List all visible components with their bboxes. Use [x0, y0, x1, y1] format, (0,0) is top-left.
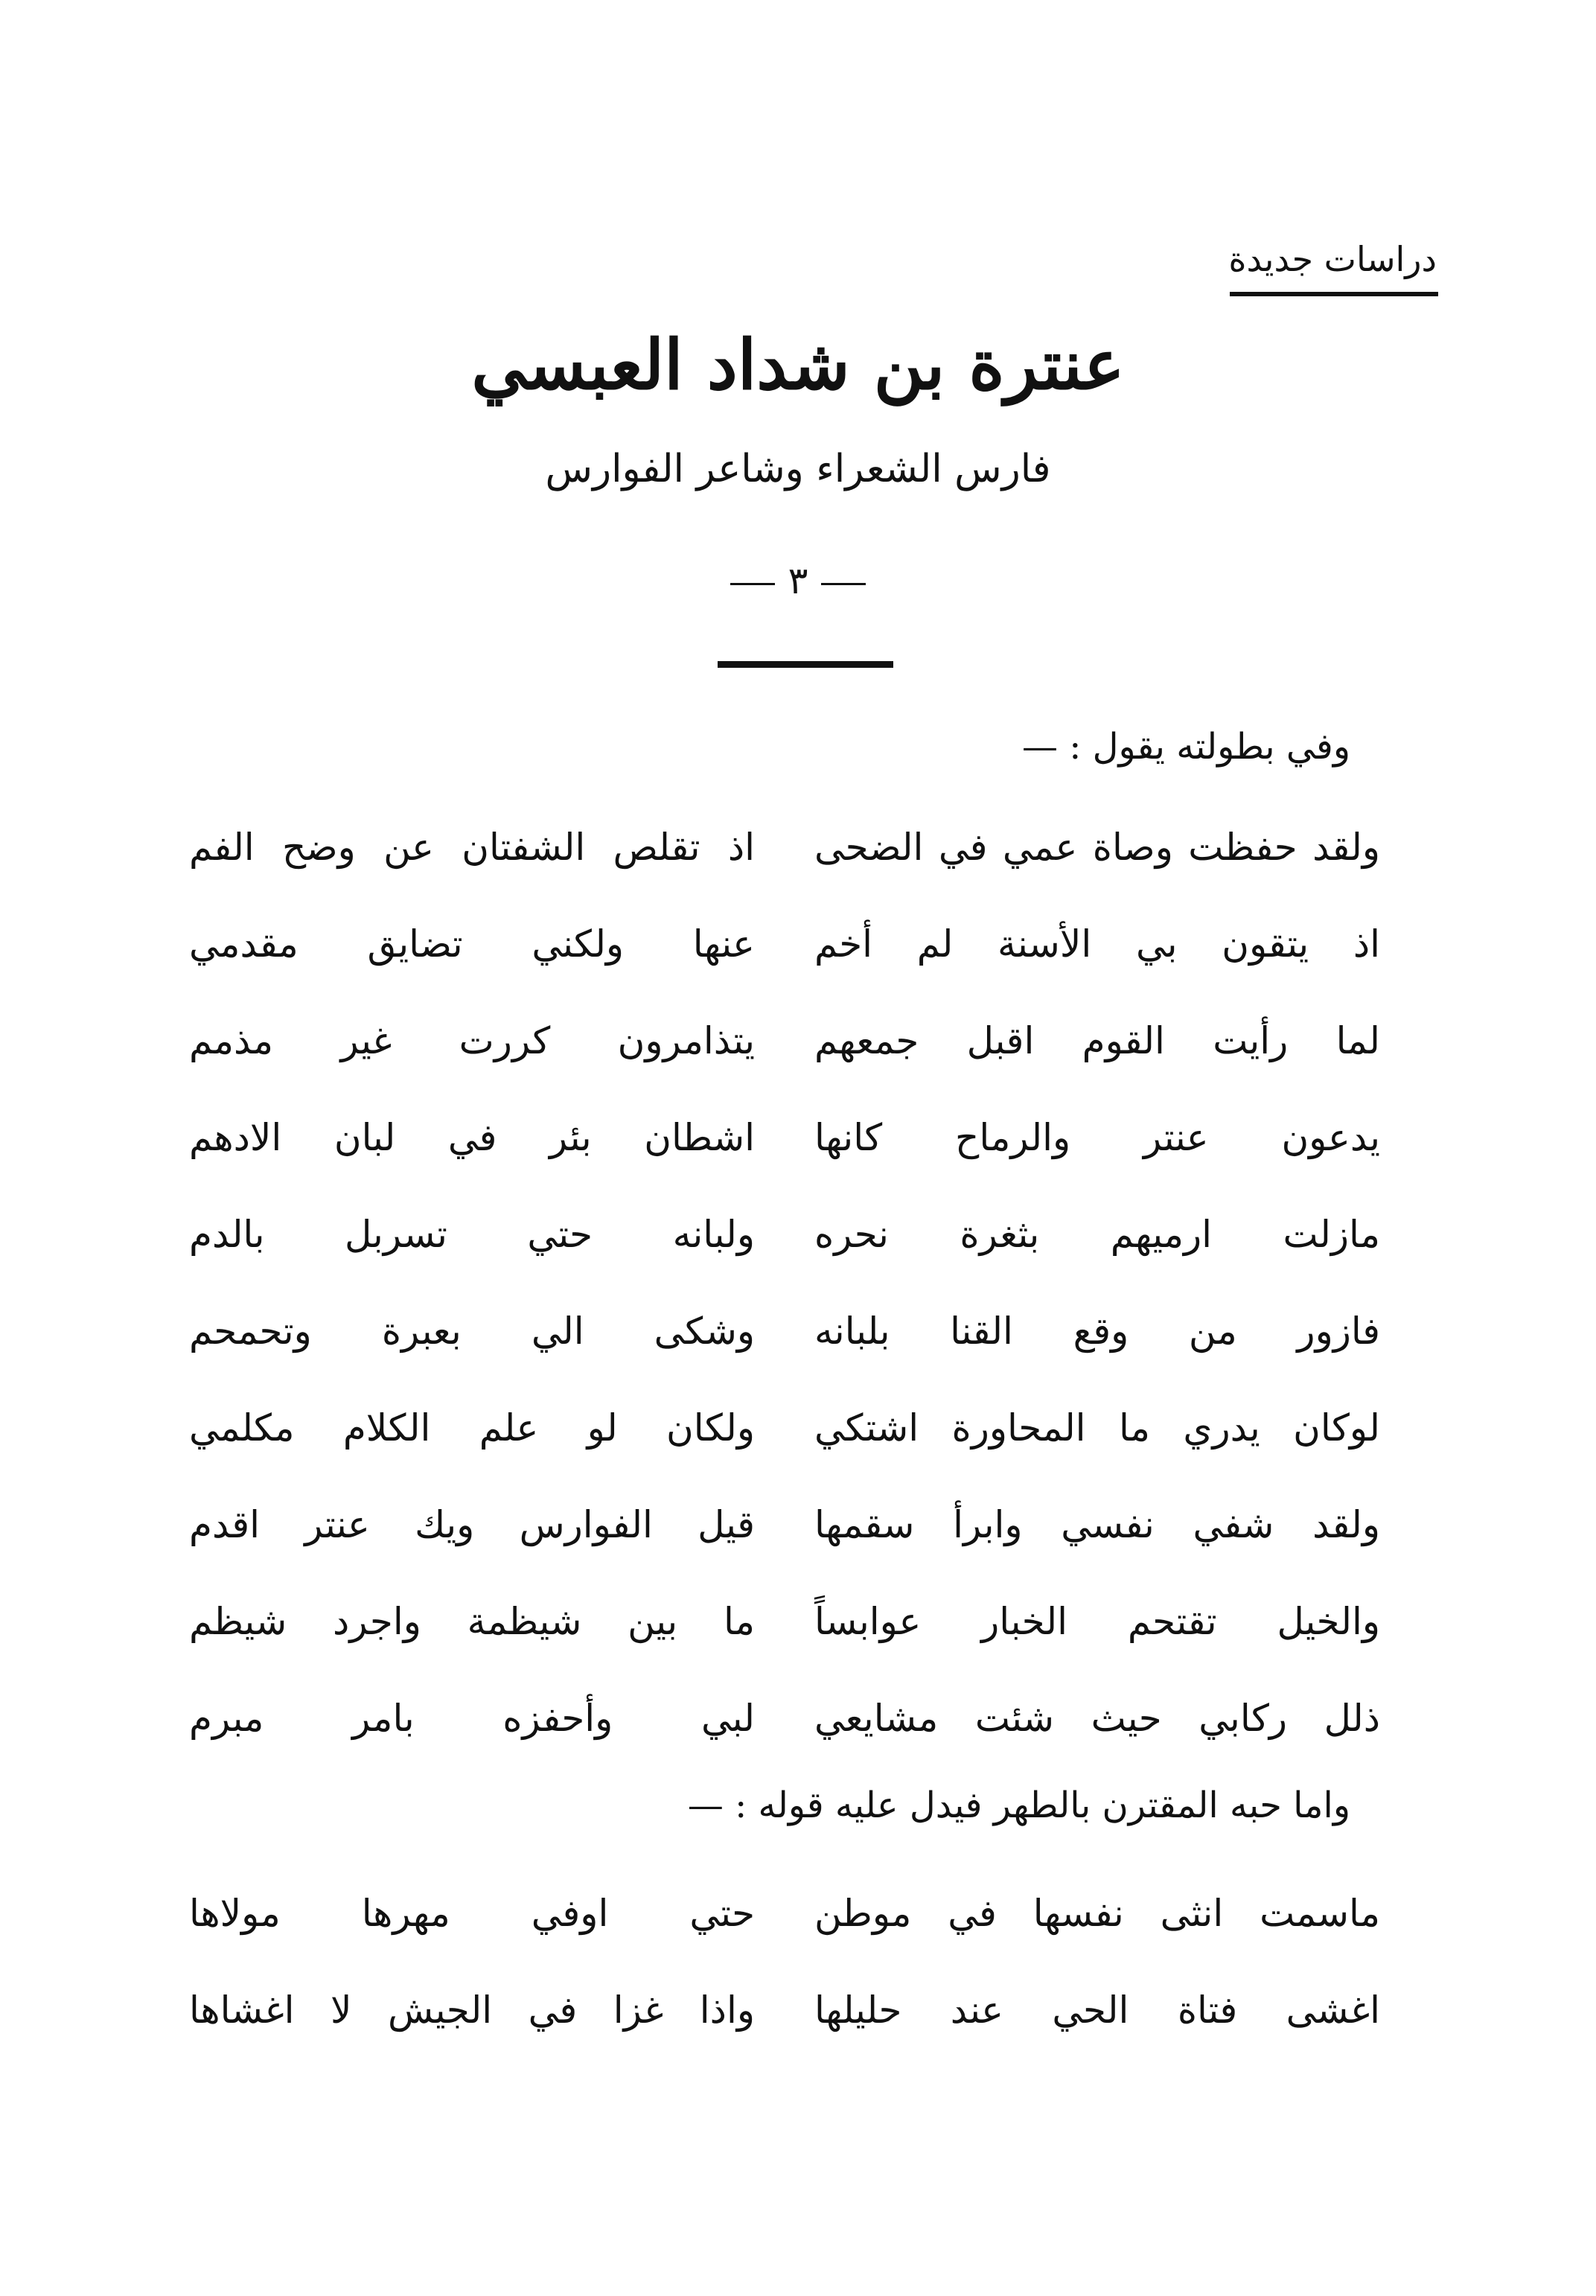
verse: [189, 1391, 1380, 1465]
section-underline: [1230, 292, 1438, 296]
verse: [189, 1487, 1380, 1562]
verse-first-hemistich: ماسمت انثى نفسها في موطن: [814, 1892, 1380, 1935]
verse: [189, 1197, 1380, 1272]
verse-second-hemistich: اشطان بئر في لبان الادهم: [189, 1116, 755, 1159]
verse-second-hemistich: واذا غزا في الجيش لا اغشاها: [189, 1989, 755, 2032]
verse-second-hemistich: وشكى الي بعبرة وتحمحم: [189, 1310, 755, 1353]
verse-second-hemistich: قيل الفوارس ويك عنتر اقدم: [189, 1503, 755, 1546]
verse-second-hemistich: حتي اوفي مهرها مولاها: [189, 1892, 755, 1935]
verse-first-hemistich: لوكان يدري ما المحاورة اشتكي: [814, 1406, 1380, 1450]
verse-first-hemistich: ولقد حفظت وصاة عمي في الضحى: [814, 826, 1380, 869]
verse: [189, 1681, 1380, 1756]
verse-first-hemistich: لما رأيت القوم اقبل جمعهم: [814, 1019, 1380, 1062]
verse: [189, 1004, 1380, 1078]
verse-first-hemistich: مازلت ارميهم بثغرة نحره: [814, 1213, 1380, 1256]
page-subtitle: فارس الشعراء وشاعر الفوارس: [545, 447, 1051, 491]
verse-first-hemistich: والخيل تقتحم الخبار عوابساً: [814, 1600, 1380, 1643]
verse: [189, 810, 1380, 884]
verse-first-hemistich: يدعون عنتر والرماح كانها: [814, 1116, 1380, 1159]
verse: [189, 1876, 1380, 1951]
verse: [189, 1973, 1380, 2047]
verse-first-hemistich: ذلل ركابي حيث شئت مشايعي: [814, 1697, 1380, 1740]
intro-line-1: وفي بطولته يقول : —: [1021, 726, 1350, 768]
verse-second-hemistich: عنها ولكني تضايق مقدمي: [189, 922, 755, 966]
part-number: [0, 555, 1596, 607]
verse-first-hemistich: اغشى فتاة الحي عند حليلها: [814, 1989, 1380, 2032]
part-dash-right: [821, 583, 866, 585]
verse-second-hemistich: يتذامرون كررت غير مذمم: [189, 1019, 755, 1062]
intro-line-2: واما حبه المقترن بالطهر فيدل عليه قوله : —: [687, 1785, 1350, 1826]
verse-second-hemistich: لبي وأحفزه بامر مبرم: [189, 1697, 755, 1740]
verse-first-hemistich: فازور من وقع القنا بلبانه: [814, 1310, 1380, 1353]
verse-first-hemistich: ولقد شفي نفسي وابرأ سقمها: [814, 1503, 1380, 1546]
verse-second-hemistich: ولكان لو علم الكلام مكلمي: [189, 1406, 755, 1450]
verse: [189, 907, 1380, 981]
verse-first-hemistich: اذ يتقون بي الأسنة لم أخم: [814, 922, 1380, 966]
title-divider: [718, 661, 893, 668]
verse-second-hemistich: ما بين شيظمة واجرد شيظم: [189, 1600, 755, 1643]
verse-second-hemistich: اذ تقلص الشفتان عن وضح الفم: [189, 826, 755, 869]
verse: [189, 1584, 1380, 1659]
verse-second-hemistich: ولبانه حتي تسربل بالدم: [189, 1213, 755, 1256]
page-title: عنترة بن شداد العبسي: [471, 325, 1125, 405]
verse: [189, 1294, 1380, 1368]
part-number-text: ٣: [788, 559, 808, 602]
part-dash-left: [730, 583, 775, 585]
verse: [189, 1100, 1380, 1175]
section-label: دراسات جديدة: [1228, 239, 1437, 279]
